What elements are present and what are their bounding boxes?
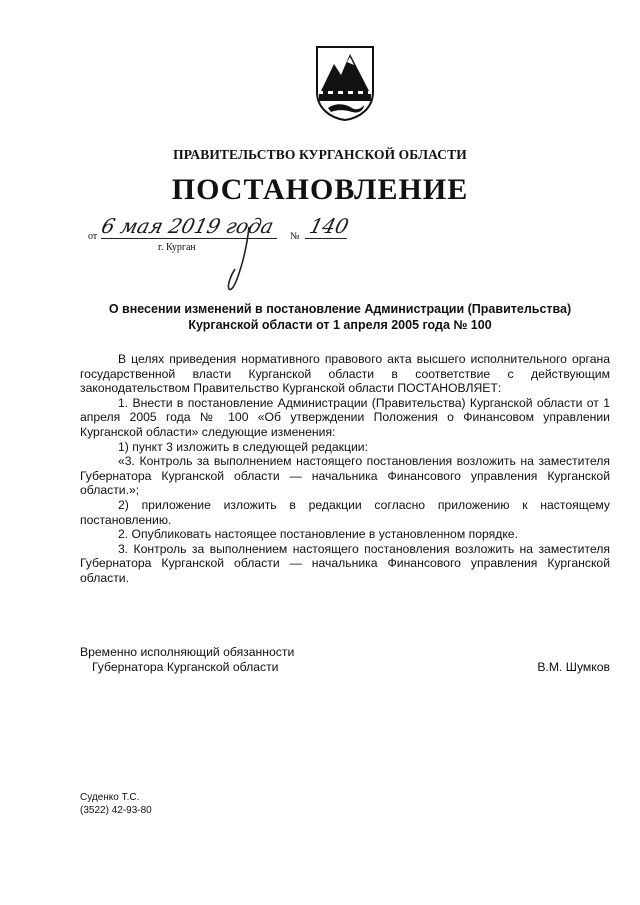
paragraph-preamble: В целях приведения нормативного правового акта высшего исполнительного органа государственной власти Курганской области в соответствие с действующим законодательством Правительство Курганской области ПОСТАНОВЛЯЕТ: [80,352,610,396]
document-subject [60,301,620,333]
handwritten-stroke-mark [225,225,255,295]
document-type-title: ПОСТАНОВЛЕНИЕ [171,173,469,206]
government-name: ПРАВИТЕЛЬСТВО КУРГАНСКОЙ ОБЛАСТИ [173,147,467,162]
number-underline [305,238,347,239]
paragraph-subitem-1: 1) пункт 3 изложить в следующей редакции: [118,439,368,454]
executor-info [80,791,152,817]
signer-name: В.М. Шумков [537,660,610,674]
city-label: г. Курган [158,242,196,253]
handwritten-date: 6 мая 2019 года [99,214,277,238]
subject-line-1: О внесении изменений в постановление Администрации (Правительства) [108,302,572,316]
executor-phone: (3522) 42-93-80 [80,805,152,816]
signer-position [80,645,294,675]
paragraph-item-2: 2. Опубликовать настоящее постановление в установленном порядке. [118,527,518,542]
paragraph-item-1: 1. Внести в постановление Администрации (Правительства) Курганской области от 1 апреля 2005 года № 100 «Об утверждении Положения о Финансовом управлении Курганской области» следующие изменения: [80,395,610,439]
coat-of-arms-emblem [314,44,376,122]
paragraph-subitem-2: 2) приложение изложить в редакции согласно приложению к настоящему постановлению. [80,497,610,527]
paragraph-item-3: 3. Контроль за выполнением настоящего постановления возложить на заместителя Губернатора Курганской области — начальника Финансового управления Курганской области. [80,541,610,585]
document-body [80,352,610,586]
signer-position-line-1: Временно исполняющий обязанности [80,645,295,659]
signer-position-line-2: Губернатора Курганской области [92,660,279,674]
handwritten-number: 140 [307,214,352,238]
date-prefix: от [88,231,98,242]
paragraph-quoted-text: «3. Контроль за выполнением настоящего постановления возложить на заместителя Губернатора Курганской области — начальника Финансового управления Курганской области.»; [80,454,610,498]
subject-line-2: Курганской области от 1 апреля 2005 года № 100 [188,318,492,332]
number-prefix: № [290,231,300,242]
executor-name: Суденко Т.С. [80,792,140,803]
